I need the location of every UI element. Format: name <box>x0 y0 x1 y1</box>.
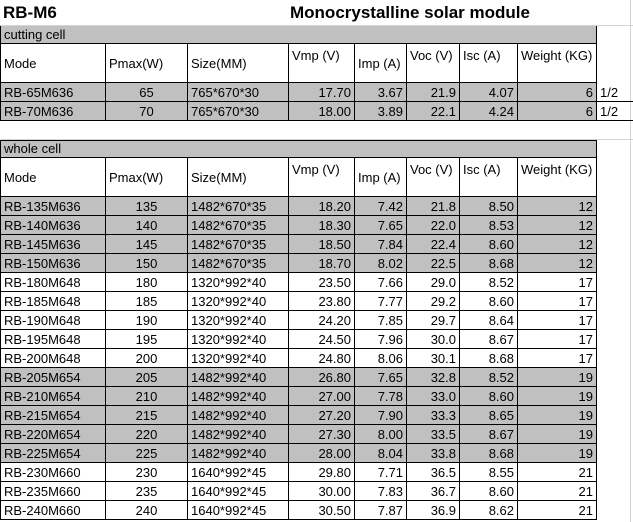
cell-isc: 8.50 <box>460 197 518 215</box>
cell-weight: 17 <box>518 330 597 348</box>
table-row <box>0 102 633 121</box>
cell-isc: 8.68 <box>460 254 518 272</box>
header-size: Size(MM) <box>188 158 289 196</box>
cell-vmp: 18.00 <box>289 102 355 120</box>
cell-pmax: 235 <box>106 482 188 500</box>
cell-imp: 7.71 <box>355 463 407 481</box>
cell-vmp: 24.80 <box>289 349 355 367</box>
cell-size: 765*670*30 <box>188 102 289 120</box>
cell-isc: 8.62 <box>460 501 518 519</box>
cell-mode: RB-210M654 <box>0 387 106 405</box>
header-pmax: Pmax(W) <box>106 158 188 196</box>
cell-voc: 33.5 <box>407 425 460 443</box>
cell-weight: 12 <box>518 235 597 253</box>
cell-imp: 7.85 <box>355 311 407 329</box>
cell-mode: RB-140M636 <box>0 216 106 234</box>
header-imp: Imp (A) <box>355 44 407 82</box>
cell-imp: 3.67 <box>355 83 407 101</box>
cell-isc: 8.55 <box>460 463 518 481</box>
cell-weight: 19 <box>518 368 597 386</box>
cell-vmp: 28.00 <box>289 444 355 462</box>
cell-imp: 8.02 <box>355 254 407 272</box>
table-row <box>0 444 597 463</box>
cell-weight: 12 <box>518 216 597 234</box>
header-row <box>0 158 597 197</box>
cell-note: 1/2 <box>600 85 619 100</box>
cell-mode: RB-195M648 <box>0 330 106 348</box>
cell-voc: 21.9 <box>407 83 460 101</box>
cell-pmax: 210 <box>106 387 188 405</box>
cell-vmp: 24.50 <box>289 330 355 348</box>
header-row <box>0 44 597 83</box>
table-row <box>0 235 597 254</box>
cell-mode: RB-135M636 <box>0 197 106 215</box>
title-row <box>0 0 633 26</box>
cell-weight: 12 <box>518 254 597 272</box>
cell-voc: 36.7 <box>407 482 460 500</box>
section-label: cutting cell <box>0 26 597 43</box>
cell-isc: 8.68 <box>460 349 518 367</box>
table-row <box>0 292 597 311</box>
cell-voc: 32.8 <box>407 368 460 386</box>
cell-mode: RB-70M636 <box>0 102 106 120</box>
cell-vmp: 18.20 <box>289 197 355 215</box>
cell-weight: 17 <box>518 292 597 310</box>
cell-mode: RB-190M648 <box>0 311 106 329</box>
cell-imp: 7.96 <box>355 330 407 348</box>
cell-vmp: 18.70 <box>289 254 355 272</box>
cell-weight: 21 <box>518 501 597 519</box>
cell-imp: 8.06 <box>355 349 407 367</box>
cell-vmp: 17.70 <box>289 83 355 101</box>
cell-isc: 8.60 <box>460 387 518 405</box>
cell-size: 1640*992*45 <box>188 501 289 519</box>
cell-voc: 22.5 <box>407 254 460 272</box>
cell-isc: 8.67 <box>460 425 518 443</box>
cell-pmax: 145 <box>106 235 188 253</box>
cell-weight: 19 <box>518 387 597 405</box>
cell-pmax: 215 <box>106 406 188 424</box>
cell-pmax: 200 <box>106 349 188 367</box>
cell-voc: 33.3 <box>407 406 460 424</box>
header-pmax: Pmax(W) <box>106 44 188 82</box>
cell-weight: 19 <box>518 406 597 424</box>
cell-size: 1640*992*45 <box>188 463 289 481</box>
cell-weight: 17 <box>518 349 597 367</box>
cell-mode: RB-150M636 <box>0 254 106 272</box>
cell-size: 1482*992*40 <box>188 368 289 386</box>
cell-imp: 7.65 <box>355 216 407 234</box>
table-row <box>0 349 597 368</box>
header-size: Size(MM) <box>188 44 289 82</box>
cell-pmax: 225 <box>106 444 188 462</box>
cell-vmp: 24.20 <box>289 311 355 329</box>
cell-weight: 6 <box>518 83 597 101</box>
cell-size: 1320*992*40 <box>188 273 289 291</box>
cell-weight: 12 <box>518 197 597 215</box>
cell-weight: 17 <box>518 311 597 329</box>
cell-pmax: 135 <box>106 197 188 215</box>
cell-size: 1640*992*45 <box>188 482 289 500</box>
table-row <box>0 463 597 482</box>
cell-mode: RB-240M660 <box>0 501 106 519</box>
cell-isc: 8.60 <box>460 482 518 500</box>
cell-isc: 8.52 <box>460 273 518 291</box>
header-mode: Mode <box>0 158 106 196</box>
cell-pmax: 240 <box>106 501 188 519</box>
cell-imp: 7.84 <box>355 235 407 253</box>
header-imp: Imp (A) <box>355 158 407 196</box>
cell-voc: 36.9 <box>407 501 460 519</box>
cell-mode: RB-215M654 <box>0 406 106 424</box>
cell-mode: RB-225M654 <box>0 444 106 462</box>
cell-weight: 19 <box>518 444 597 462</box>
cell-pmax: 220 <box>106 425 188 443</box>
cell-pmax: 150 <box>106 254 188 272</box>
header-isc: Isc (A) <box>460 44 518 82</box>
cell-isc: 4.24 <box>460 102 518 120</box>
cell-isc: 8.67 <box>460 330 518 348</box>
table-row <box>0 311 597 330</box>
table-row <box>0 368 597 387</box>
header-voc: Voc (V) <box>407 158 460 196</box>
cell-imp: 7.78 <box>355 387 407 405</box>
cell-size: 1482*992*40 <box>188 406 289 424</box>
cell-pmax: 65 <box>106 83 188 101</box>
cell-voc: 29.7 <box>407 311 460 329</box>
cell-vmp: 30.00 <box>289 482 355 500</box>
cell-mode: RB-235M660 <box>0 482 106 500</box>
cell-size: 1320*992*40 <box>188 311 289 329</box>
cell-vmp: 18.50 <box>289 235 355 253</box>
table-row <box>0 254 597 273</box>
cell-mode: RB-180M648 <box>0 273 106 291</box>
cell-vmp: 27.20 <box>289 406 355 424</box>
cell-imp: 7.77 <box>355 292 407 310</box>
table-row <box>0 216 597 235</box>
cell-voc: 30.0 <box>407 330 460 348</box>
cell-voc: 36.5 <box>407 463 460 481</box>
cell-weight: 17 <box>518 273 597 291</box>
cell-mode: RB-145M636 <box>0 235 106 253</box>
table-row <box>0 406 597 425</box>
cell-pmax: 70 <box>106 102 188 120</box>
cell-isc: 8.64 <box>460 311 518 329</box>
cell-vmp: 27.00 <box>289 387 355 405</box>
header-isc: Isc (A) <box>460 158 518 196</box>
cell-vmp: 18.30 <box>289 216 355 234</box>
cell-mode: RB-230M660 <box>0 463 106 481</box>
cell-weight: 21 <box>518 482 597 500</box>
table-row <box>0 387 597 406</box>
sheet-subtitle: Monocrystalline solar module <box>290 3 530 22</box>
cell-isc: 8.65 <box>460 406 518 424</box>
cell-voc: 33.0 <box>407 387 460 405</box>
header-weight: Weight (KG) <box>518 44 597 82</box>
header-vmp: Vmp (V) <box>289 158 355 196</box>
cell-vmp: 23.80 <box>289 292 355 310</box>
cell-pmax: 185 <box>106 292 188 310</box>
cell-isc: 8.52 <box>460 368 518 386</box>
cell-weight: 21 <box>518 463 597 481</box>
cell-size: 1482*992*40 <box>188 387 289 405</box>
cell-isc: 8.68 <box>460 444 518 462</box>
cell-mode: RB-220M654 <box>0 425 106 443</box>
cell-imp: 7.90 <box>355 406 407 424</box>
cell-size: 1482*670*35 <box>188 235 289 253</box>
cell-imp: 7.42 <box>355 197 407 215</box>
cell-vmp: 23.50 <box>289 273 355 291</box>
cell-voc: 21.8 <box>407 197 460 215</box>
sheet-title: RB-M6 <box>3 3 57 22</box>
table-row <box>0 83 633 102</box>
cell-voc: 22.1 <box>407 102 460 120</box>
section-label: whole cell <box>0 141 597 157</box>
cell-note: 1/2 <box>600 104 619 119</box>
cell-imp: 7.65 <box>355 368 407 386</box>
cell-size: 1482*670*35 <box>188 197 289 215</box>
header-voc: Voc (V) <box>407 44 460 82</box>
cell-voc: 29.0 <box>407 273 460 291</box>
cell-vmp: 26.80 <box>289 368 355 386</box>
table-row <box>0 482 597 501</box>
cell-size: 1320*992*40 <box>188 349 289 367</box>
cell-pmax: 195 <box>106 330 188 348</box>
cell-size: 765*670*30 <box>188 83 289 101</box>
grid-line <box>630 0 631 522</box>
table-row <box>0 425 597 444</box>
cell-weight: 19 <box>518 425 597 443</box>
cell-size: 1320*992*40 <box>188 292 289 310</box>
cell-pmax: 140 <box>106 216 188 234</box>
table-row <box>0 273 597 292</box>
cell-isc: 8.53 <box>460 216 518 234</box>
cell-voc: 22.4 <box>407 235 460 253</box>
cell-voc: 22.0 <box>407 216 460 234</box>
table-row <box>0 501 597 520</box>
cell-pmax: 205 <box>106 368 188 386</box>
cell-voc: 30.1 <box>407 349 460 367</box>
cell-imp: 8.04 <box>355 444 407 462</box>
blank-row <box>0 121 633 140</box>
header-vmp: Vmp (V) <box>289 44 355 82</box>
cell-isc: 4.07 <box>460 83 518 101</box>
cell-size: 1482*670*35 <box>188 216 289 234</box>
cell-size: 1482*992*40 <box>188 425 289 443</box>
cell-voc: 29.2 <box>407 292 460 310</box>
cell-isc: 8.60 <box>460 235 518 253</box>
cell-imp: 7.66 <box>355 273 407 291</box>
header-weight: Weight (KG) <box>518 158 597 196</box>
cell-imp: 3.89 <box>355 102 407 120</box>
cell-pmax: 190 <box>106 311 188 329</box>
cell-mode: RB-205M654 <box>0 368 106 386</box>
cell-voc: 33.8 <box>407 444 460 462</box>
header-mode: Mode <box>0 44 106 82</box>
cell-mode: RB-200M648 <box>0 349 106 367</box>
cell-size: 1482*670*35 <box>188 254 289 272</box>
section-label-row <box>0 26 597 44</box>
cell-size: 1320*992*40 <box>188 330 289 348</box>
cell-pmax: 230 <box>106 463 188 481</box>
cell-mode: RB-185M648 <box>0 292 106 310</box>
cell-weight: 6 <box>518 102 597 120</box>
cell-vmp: 27.30 <box>289 425 355 443</box>
section-label-row <box>0 140 597 158</box>
cell-vmp: 30.50 <box>289 501 355 519</box>
table-row <box>0 197 597 216</box>
cell-imp: 7.83 <box>355 482 407 500</box>
cell-isc: 8.60 <box>460 292 518 310</box>
cell-vmp: 29.80 <box>289 463 355 481</box>
cell-mode: RB-65M636 <box>0 83 106 101</box>
cell-imp: 7.87 <box>355 501 407 519</box>
cell-imp: 8.00 <box>355 425 407 443</box>
cell-size: 1482*992*40 <box>188 444 289 462</box>
cell-pmax: 180 <box>106 273 188 291</box>
table-row <box>0 330 597 349</box>
